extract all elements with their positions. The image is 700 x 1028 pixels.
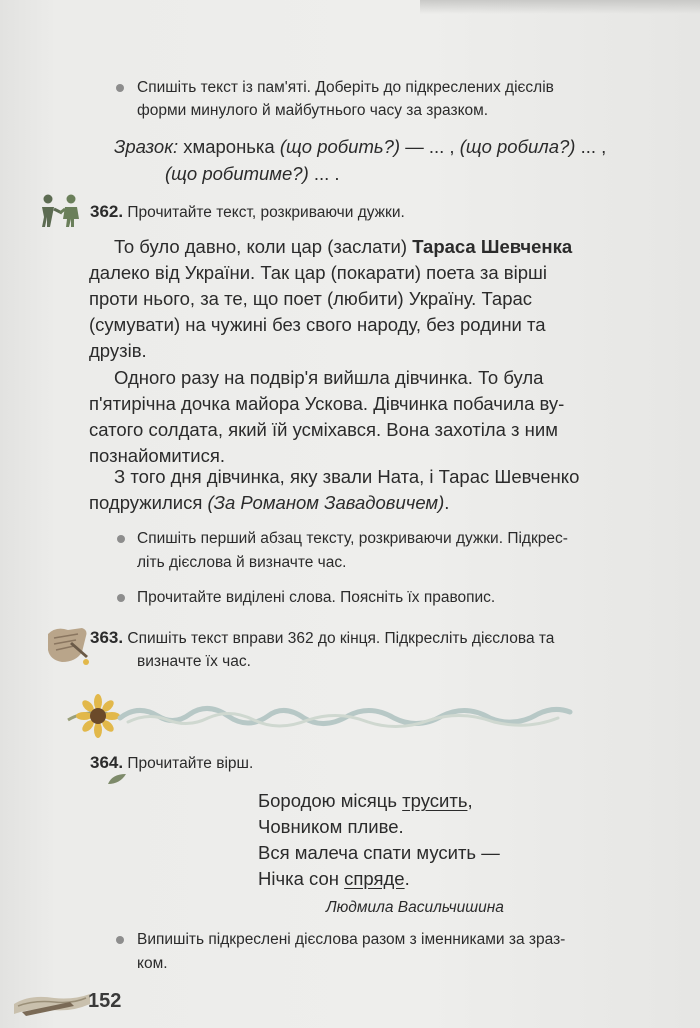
text-line: Одного разу на подвір'я вийшла дівчинка. То була bbox=[114, 367, 544, 388]
poem-line: Човником пливе. bbox=[258, 816, 404, 837]
sample-question: (що робить?) bbox=[279, 136, 401, 157]
text-fragment: подружилися bbox=[89, 492, 208, 513]
bullet-dot bbox=[117, 594, 125, 602]
exercise-362-header bbox=[90, 201, 405, 224]
sample-question: (що робитиме?) bbox=[165, 163, 309, 184]
pair-work-icon bbox=[38, 193, 82, 229]
instruction-line: форми минулого й майбутнього часу за зразком. bbox=[137, 102, 489, 119]
sample-dots: ... . bbox=[308, 163, 340, 184]
sample-line-2 bbox=[165, 161, 340, 187]
bullet-dot bbox=[117, 535, 125, 543]
exercise-number: 363. bbox=[90, 628, 124, 647]
text-fragment: . bbox=[404, 868, 410, 889]
text-line: п'ятирічна дочка майора Ускова. Дівчинка побачила ву- bbox=[89, 393, 565, 414]
text-line: познайомитися. bbox=[89, 445, 225, 466]
text-fragment: Бородою місяць bbox=[258, 790, 403, 811]
exercise-number: 362. bbox=[90, 202, 124, 221]
bullet-dot bbox=[116, 84, 124, 92]
source-citation: (За Романом Завадовичем) bbox=[207, 492, 445, 513]
text-line: (сумувати) на чужині без свого народу, без родини та bbox=[89, 314, 546, 335]
exercise-task: Спишіть текст вправи 362 до кінця. Підкресліть дієслова та bbox=[127, 630, 555, 647]
exercise-task: Прочитайте текст, розкриваючи дужки. bbox=[127, 204, 405, 221]
bold-name: Тараса Шевченка bbox=[412, 236, 573, 257]
instruction-line: визначте їх час. bbox=[137, 653, 251, 670]
poem-line: Вся малеча спати мусить — bbox=[258, 842, 500, 863]
underlined-verb: трусить bbox=[402, 790, 468, 811]
text-fragment: Нічка сон bbox=[258, 868, 345, 889]
poem-author: Людмила Васильчишина bbox=[326, 899, 504, 916]
sample-line-1 bbox=[114, 134, 606, 160]
exercise-number: 364. bbox=[90, 753, 124, 772]
text-fragment: . bbox=[444, 492, 450, 513]
instruction-line: ком. bbox=[137, 955, 168, 972]
sample-word: хмаронька bbox=[183, 136, 275, 157]
text-fragment: , bbox=[467, 790, 473, 811]
exercise-363-line bbox=[90, 627, 554, 650]
instruction-line: Випишіть підкреслені дієслова разом з іменниками за зраз- bbox=[137, 931, 566, 948]
leaf-icon bbox=[106, 772, 128, 786]
sunflower-divider-icon bbox=[58, 690, 578, 740]
text-line: проти нього, за те, що поет (любити) Україну. Тарас bbox=[89, 288, 533, 309]
bullet-dot bbox=[116, 936, 124, 944]
instruction-line: Спишіть текст із пам'яті. Доберіть до підкреслених дієслів bbox=[137, 79, 554, 96]
text-line: далеко від України. Так цар (покарати) поета за вірші bbox=[89, 262, 547, 283]
instruction-line: Прочитайте виділені слова. Поясніть їх правопис. bbox=[137, 589, 496, 606]
page-number: 152 bbox=[88, 990, 122, 1012]
poem-line bbox=[258, 866, 410, 892]
text-fragment: То було давно, коли цар (заслати) bbox=[114, 236, 413, 257]
text-line: друзів. bbox=[89, 340, 147, 361]
exercise-task: Прочитайте вірш. bbox=[127, 755, 254, 772]
instruction-line: літь дієслова й визначте час. bbox=[137, 554, 347, 571]
underlined-verb: спряде bbox=[344, 868, 405, 889]
pencil-scroll-icon bbox=[10, 982, 94, 1020]
text-line bbox=[114, 234, 572, 260]
text-line bbox=[89, 490, 449, 516]
writing-icon bbox=[42, 622, 92, 666]
instruction-line: Спишіть перший абзац тексту, розкриваючи дужки. Підкрес- bbox=[137, 530, 568, 547]
text-line: З того дня дівчинка, яку звали Ната, і Тарас Шевченко bbox=[114, 466, 580, 487]
page-edge-shadow bbox=[420, 0, 700, 14]
sample-label: Зразок: bbox=[114, 136, 179, 157]
sample-dots: — ... , bbox=[400, 136, 455, 157]
poem-line bbox=[258, 788, 473, 814]
sample-question: (що робила?) bbox=[459, 136, 576, 157]
text-line: сатого солдата, який їй усміхався. Вона захотіла з ним bbox=[89, 419, 558, 440]
sample-dots: ... , bbox=[575, 136, 607, 157]
